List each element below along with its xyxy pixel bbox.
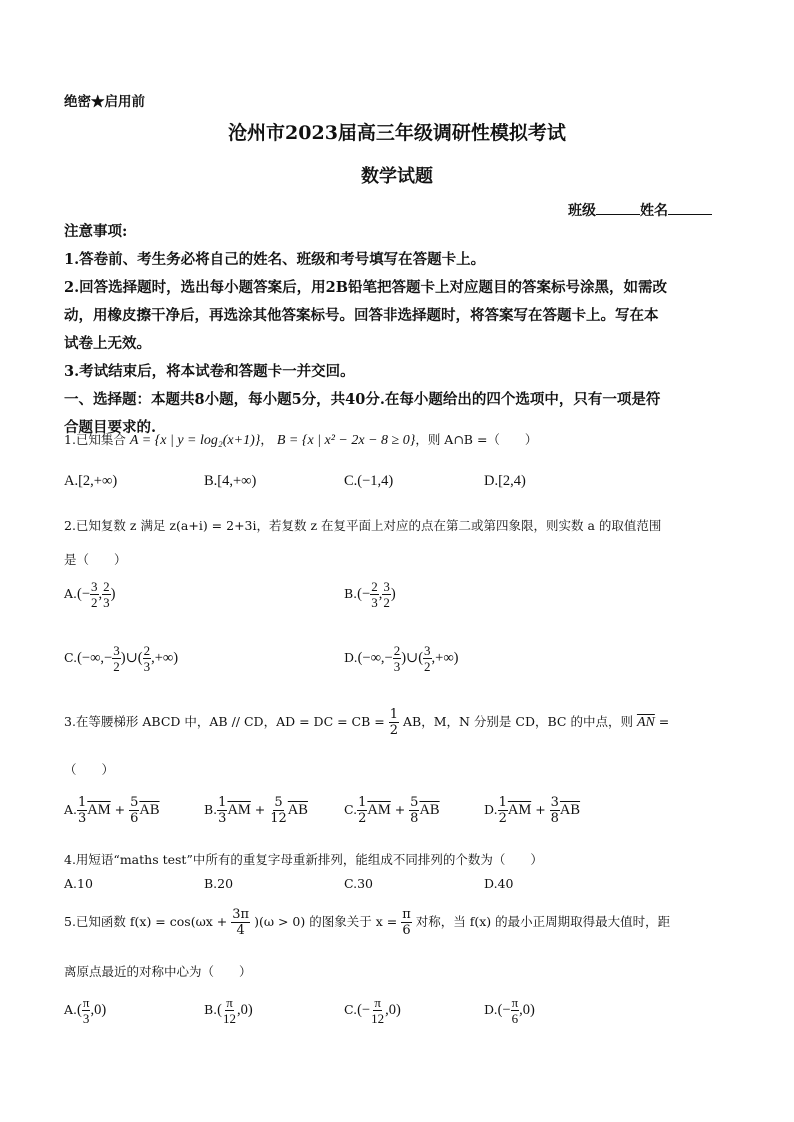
class-name-fields xyxy=(568,200,712,220)
question-1 xyxy=(64,430,537,449)
q1-option-a[interactable]: A.[2,+∞) xyxy=(64,473,118,489)
q1-option-b[interactable]: B.[4,+∞) xyxy=(204,473,257,489)
name-blank[interactable] xyxy=(668,200,712,215)
q3-option-c[interactable]: C. $\frac{1}{2}$ $\overline{AM}$ + $\frac{5}{8}$ $\overline{AB}$ xyxy=(344,795,440,826)
notes-heading: 注意事项: xyxy=(64,223,128,240)
question-5-line-1: 5.已知函数 f(x) = cos(ωx + $\frac{3\pi}{4}$ )(ω > 0) 的图象关于 x = $\frac{\pi}{6}$ 对称，当 f(x) 的最小正周期取得最大值时，距 xyxy=(64,907,671,938)
q1-suffix: ，则 A∩B =（ ） xyxy=(415,432,538,447)
notes-item-2-line-2: 动，用橡皮擦干净后，再选涂其他答案标号。回答非选择题时，将答案写在答题卡上。写在本 xyxy=(64,307,659,324)
exam-subtitle: 数学试题 xyxy=(361,166,433,187)
question-4: 4.用短语“maths test”中所有的重复字母重新排列，能组成不同排列的个数为（ ） xyxy=(64,852,543,867)
exam-title: 沧州市2023届高三年级调研性模拟考试 xyxy=(228,122,566,144)
q1-set-b: B = {x | x² − 2x − 8 ≥ 0} xyxy=(276,433,416,448)
q5-option-d[interactable]: D.(− $\frac{\pi}{6}$ ,0) xyxy=(484,995,535,1026)
notes-item-1: 1.答卷前、考生务必将自己的姓名、班级和考号填写在答题卡上。 xyxy=(64,251,486,268)
q2-option-c[interactable]: C.(−∞,− $\frac{3}{2}$ )∪( $\frac{2}{3}$ ,+∞) xyxy=(64,643,179,674)
name-label: 姓名 xyxy=(640,203,668,219)
q1-option-c[interactable]: C.(−1,4) xyxy=(344,473,394,489)
notes-item-2-line-1: 2.回答选择题时，选出每小题答案后，用2B铅笔把答题卡上对应题目的答案标号涂黑，如需改 xyxy=(64,279,667,296)
q4-option-d[interactable]: D.40 xyxy=(484,876,514,891)
q5-option-a[interactable]: A.( $\frac{\pi}{3}$ ,0) xyxy=(64,995,107,1026)
q3-option-a[interactable]: A. $\frac{1}{3}$ $\overline{AM}$ + $\frac{5}{6}$ $\overline{AB}$ xyxy=(64,795,160,826)
q1-option-d[interactable]: D.[2,4) xyxy=(484,473,526,489)
question-5-line-2: 离原点最近的对称中心为（ ） xyxy=(64,964,252,979)
notes-block xyxy=(64,218,667,442)
q4-option-b[interactable]: B.20 xyxy=(204,876,234,891)
section-1-heading-line-2: 合题目要求的. xyxy=(64,419,157,436)
q4-option-c[interactable]: C.30 xyxy=(344,876,373,891)
q4-option-a[interactable]: A.10 xyxy=(64,876,93,891)
notes-item-2-line-3: 试卷上无效。 xyxy=(64,335,151,352)
q1-comma: ， xyxy=(260,432,273,447)
class-blank[interactable] xyxy=(596,200,640,215)
q2-option-b[interactable]: B.(− $\frac{2}{3}$ , $\frac{3}{2}$ ) xyxy=(344,579,396,610)
q1-set-a: A = {x | y = log₂(x+1)} xyxy=(129,433,261,448)
class-label: 班级 xyxy=(568,203,596,219)
q2-option-a[interactable]: A.(− $\frac{3}{2}$ , $\frac{2}{3}$ ) xyxy=(64,579,116,610)
question-3-line-2: （ ） xyxy=(64,762,115,777)
q3-option-d[interactable]: D. $\frac{1}{2}$ $\overline{AM}$ + $\frac{3}{8}$ $\overline{AB}$ xyxy=(484,795,581,826)
q2-option-d[interactable]: D.(−∞,− $\frac{2}{3}$ )∪( $\frac{3}{2}$ ,+∞) xyxy=(344,643,459,674)
question-3-line-1: 3.在等腰梯形 ABCD 中，AB // CD，AD = DC = CB = $\frac{1}{2}$ AB，M，N 分别是 CD，BC 的中点，则 $\overline{AN}$ = xyxy=(64,707,670,738)
notes-item-3: 3.考试结束后，将本试卷和答题卡一并交回。 xyxy=(64,363,355,380)
q3-option-b[interactable]: B. $\frac{1}{3}$ $\overline{AM}$ + $\frac{5}{12}$ $\overline{AB}$ xyxy=(204,795,308,826)
question-2-line-1: 2.已知复数 z 满足 z(a+i) = 2+3i，若复数 z 在复平面上对应的点在第二或第四象限，则实数 a 的取值范围 xyxy=(64,518,662,533)
q5-option-b[interactable]: B.( $\frac{\pi}{12}$ ,0) xyxy=(204,995,253,1026)
secret-label: 绝密★启用前 xyxy=(64,94,145,110)
q5-option-c[interactable]: C.(− $\frac{\pi}{12}$ ,0) xyxy=(344,995,401,1026)
question-2-line-2: 是（ ） xyxy=(64,552,127,567)
q1-prefix: 1.已知集合 xyxy=(64,432,126,447)
section-1-heading-line-1: 一、选择题：本题共8小题，每小题5分，共40分.在每小题给出的四个选项中，只有一项是符 xyxy=(64,391,661,408)
